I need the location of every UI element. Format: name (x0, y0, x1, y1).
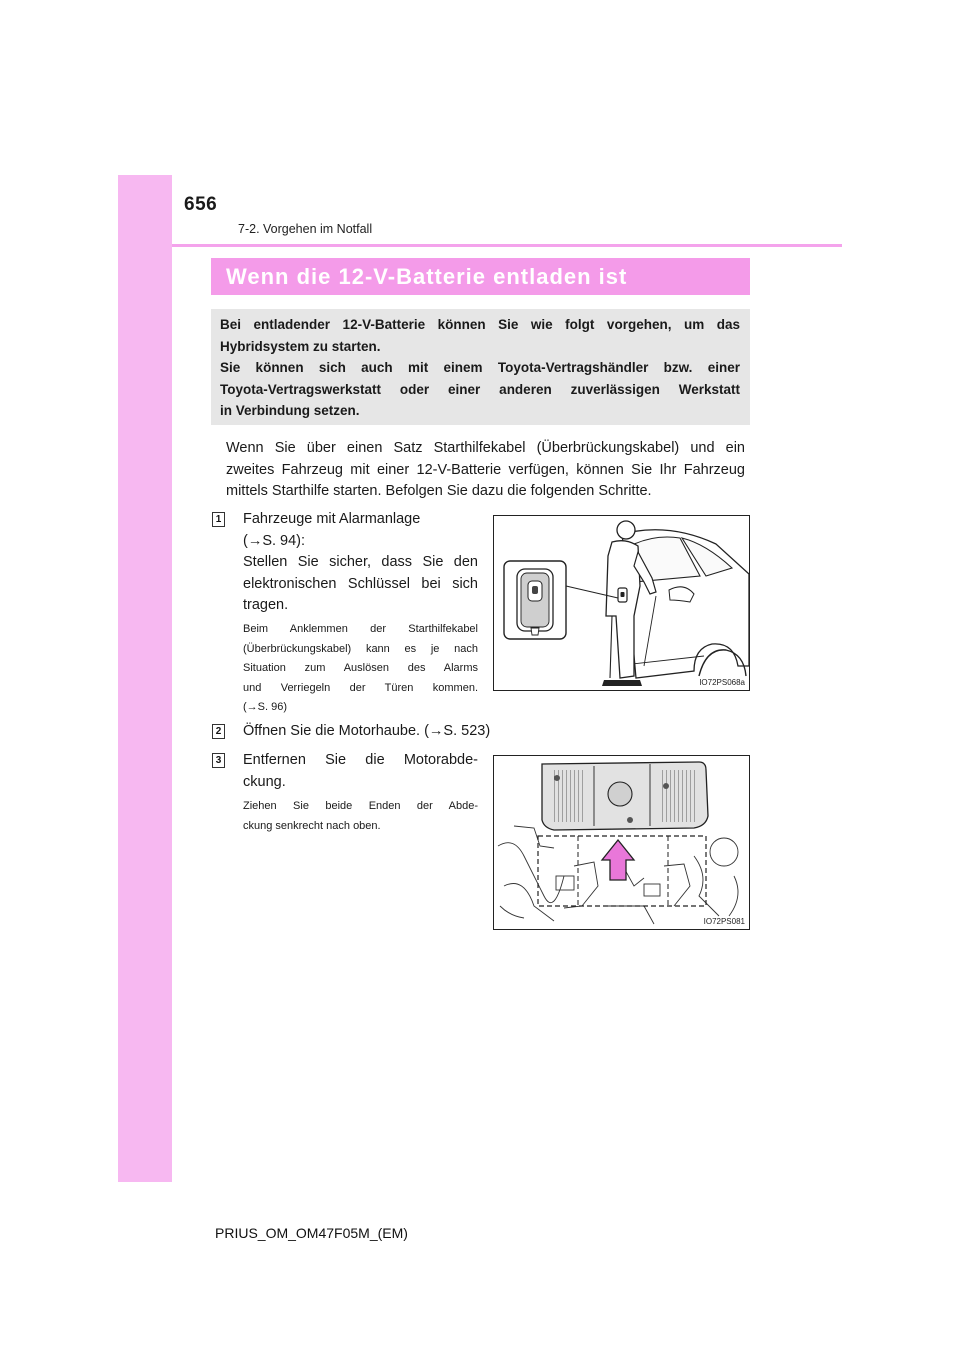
step-3-note (243, 797, 478, 836)
intro-box (211, 309, 750, 425)
figure-engine-cover (493, 755, 750, 930)
note-line: Situation zum Auslösen des Alarms (243, 662, 478, 675)
side-tab (118, 175, 172, 1182)
step-3-text (243, 750, 478, 793)
step-1-text (243, 509, 478, 617)
body-line: zweites Fahrzeug mit einer 12-V-Batterie verfügen, können Sie Ihr Fahrzeug (226, 461, 745, 478)
engine-cover-illustration (494, 756, 749, 929)
step-line: tragen. (243, 597, 289, 613)
step-line: Entfernen Sie die Motorabde- (243, 752, 478, 768)
section-title: Wenn die 12-V-Batterie entladen ist (211, 258, 750, 295)
step-line: elektronischen Schlüssel bei sich (243, 575, 478, 592)
step-1-note (243, 620, 478, 718)
figure-code: IO72PS081 (703, 917, 745, 926)
note-line: und Verriegeln der Türen kommen. (243, 681, 478, 694)
step-line: ckung. (243, 773, 286, 790)
header-rule (172, 244, 842, 247)
note-line: Ziehen Sie beide Enden der Abde- (243, 800, 478, 812)
intro-line: Toyota-Vertragswerkstatt oder einer anderen zuverlässigen Werkstatt (220, 381, 740, 397)
step-line: (→S. 94): (243, 532, 306, 549)
section-label: 7-2. Vorgehen im Notfall (238, 222, 373, 236)
note-line: (→S. 96) (243, 701, 288, 714)
step-line: Öffnen Sie die Motorhaube. (→S. 523) (243, 723, 491, 739)
note-line: ckung senkrecht nach oben. (243, 819, 381, 832)
intro-line: in Verbindung setzen. (220, 403, 360, 418)
intro-line: Hybridsystem zu starten. (220, 338, 381, 354)
step-2-text (243, 721, 543, 743)
body-line: mittels Starthilfe starten. Befolgen Sie dazu die folgenden Schritte. (226, 483, 652, 499)
note-line: (Überbrückungskabel) kann es je nach (243, 642, 478, 655)
intro-line: Sie können sich auch mit einem Toyota-Vertragshändler bzw. einer (220, 360, 740, 375)
step-line: Stellen Sie sicher, dass Sie den (243, 554, 478, 570)
step-number-1: 1 (212, 512, 225, 527)
step-number-2: 2 (212, 724, 225, 739)
footer-code: PRIUS_OM_OM47F05M_(EM) (215, 1225, 408, 1241)
step-line: Fahrzeuge mit Alarmanlage (243, 511, 421, 527)
person-car-illustration (494, 516, 749, 690)
intro-line: Bei entladender 12-V-Batterie können Sie wie folgt vorgehen, um das (220, 317, 740, 332)
note-line: Beim Anklemmen der Starthilfekabel (243, 623, 478, 635)
figure-alarm-key (493, 515, 750, 691)
figure-code: IO72PS068a (699, 678, 745, 687)
page-number: 656 (184, 194, 218, 215)
step-number-3: 3 (212, 753, 225, 768)
body-line: Wenn Sie über einen Satz Starthilfekabel (Überbrückungskabel) und ein (226, 440, 745, 456)
body-paragraph (226, 438, 745, 503)
